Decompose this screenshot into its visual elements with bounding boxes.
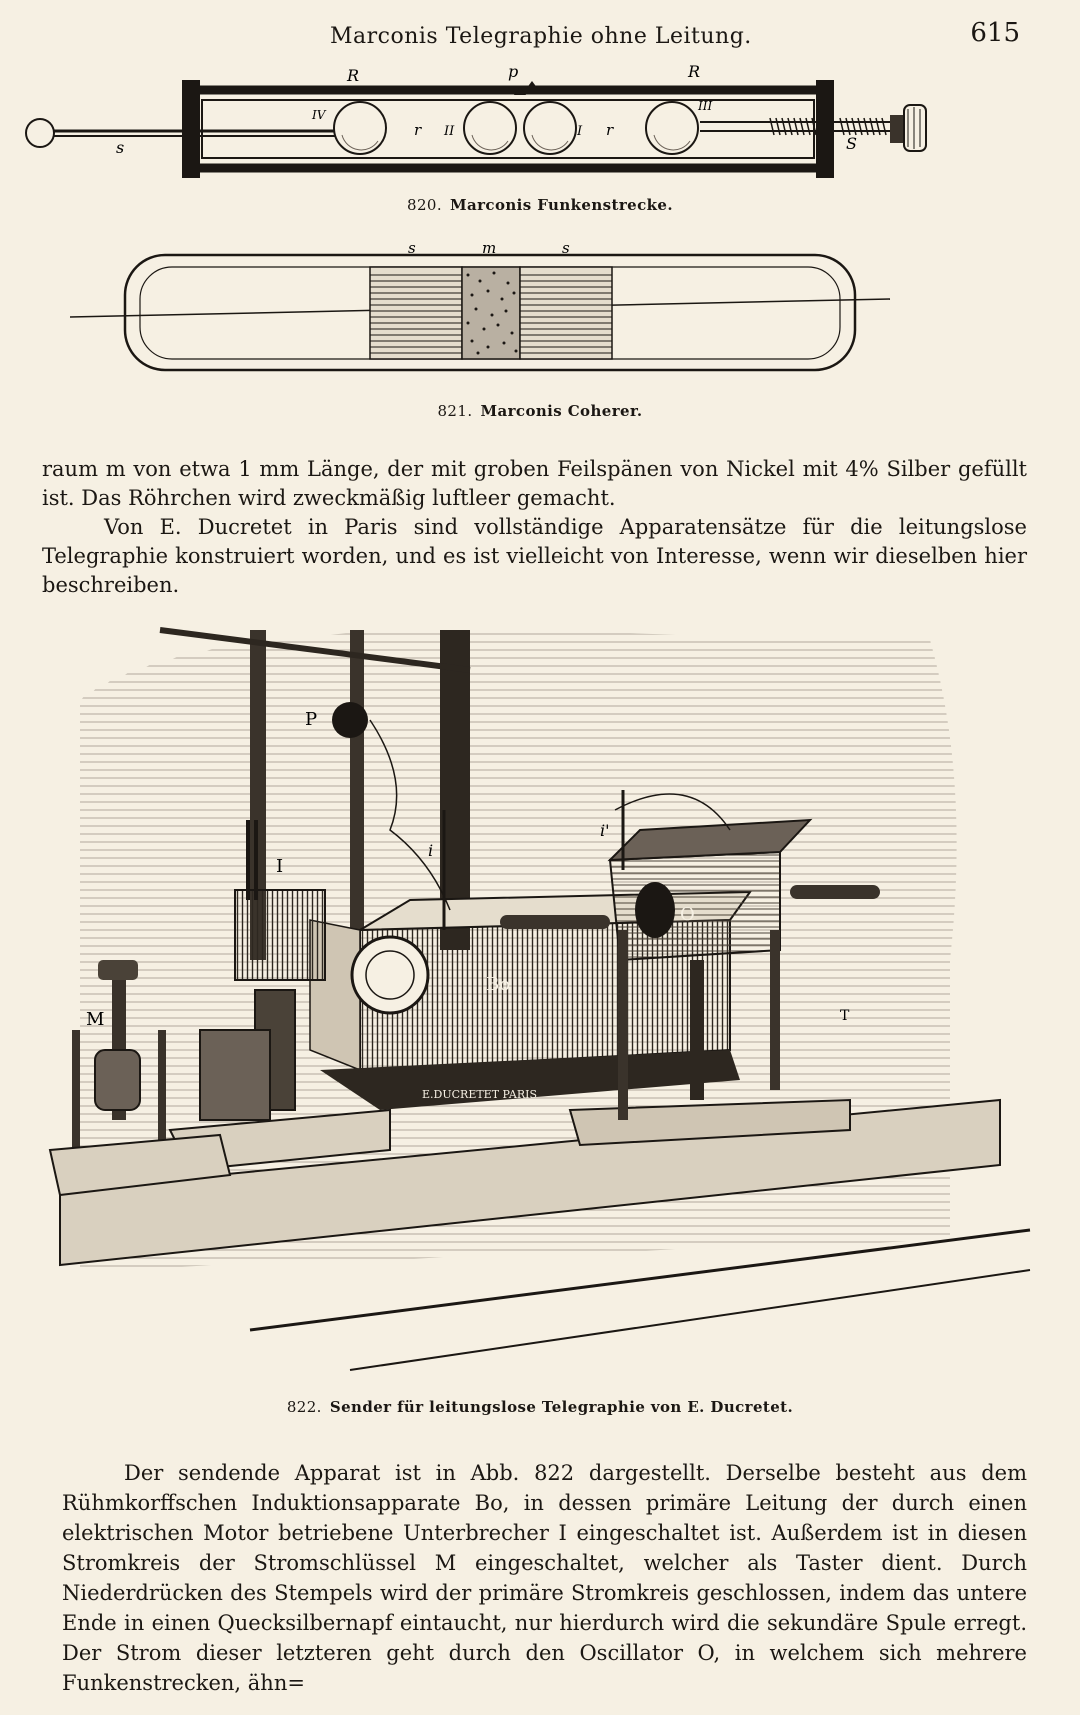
- label-P: P: [305, 709, 318, 730]
- label-II: II: [444, 124, 455, 139]
- page-number: 615: [970, 18, 1020, 48]
- label-S: S: [846, 134, 857, 153]
- label-T: T: [840, 1008, 850, 1024]
- figure-820-number: 820.: [407, 196, 442, 214]
- label-Bo: Bo: [486, 974, 511, 995]
- maker-plate: E.DUCRETET PARIS: [422, 1088, 538, 1101]
- figure-822-caption: [0, 1398, 1080, 1416]
- label-s: s: [116, 138, 125, 157]
- label-i: i: [428, 841, 434, 860]
- label-i-prime: i': [600, 821, 610, 840]
- running-head: [0, 18, 1080, 58]
- label-r-right: r: [606, 121, 614, 139]
- figure-821-title: Marconis Coherer.: [480, 402, 643, 420]
- label-r-left: r: [414, 121, 422, 139]
- figure-821-number: 821.: [437, 402, 473, 420]
- running-title: Marconis Telegraphie ohne Leitung.: [330, 24, 752, 49]
- figure-822-number: 822.: [286, 1398, 322, 1416]
- label-I: I: [577, 124, 583, 139]
- figure-821-caption: [0, 402, 1080, 420]
- coherer-illustration: [70, 239, 980, 415]
- body-text-lower: [62, 1458, 1027, 1698]
- label-I: I: [276, 856, 284, 877]
- figure-821-coherer: [70, 239, 980, 415]
- label-R-left: R: [347, 66, 360, 85]
- sender-engraving: [50, 630, 1040, 1385]
- label-III: III: [698, 99, 713, 113]
- label-M: M: [86, 1009, 105, 1030]
- figure-822-title: Sender für leitungslose Telegraphie von E. Ducretet.: [329, 1398, 794, 1416]
- label-s-left: s: [408, 239, 416, 257]
- figure-820-caption: [0, 196, 1080, 214]
- figure-820-title: Marconis Funkenstrecke.: [450, 196, 673, 214]
- label-R-right: R: [688, 62, 701, 81]
- label-p: p: [508, 62, 519, 81]
- paragraph-sender: Der sendende Apparat ist in Abb. 822 dargestellt. Derselbe besteht aus dem Rühmkorffschen Induktionsapparate Bo, in dessen primäre Leitung der durch einen elektrischen Motor betriebene Unterbrecher I eingeschaltet ist. Außerdem ist in diesen Stromkreis der Stromschlüssel M eingeschaltet, welcher als Taster dient. Durch Niederdrücken des Stempels wird der primäre Stromkreis geschlossen, indem das untere Ende in einen Quecksilbernapf eintaucht, nur hierdurch wird die sekundäre Spule erregt. Der Strom dieser letzteren geht durch den Oscillator O, in welchem sich mehrere Funkenstrecken, ähn=: [62, 1461, 1027, 1695]
- label-m: m: [482, 239, 497, 257]
- label-O: O: [680, 904, 695, 925]
- label-s-right: s: [562, 239, 570, 257]
- paragraph-continuation: raum m von etwa 1 mm Länge, der mit groben Feilspänen von Nickel mit 4% Silber gefüllt ist. Das Röhrchen wird zweckmäßig luftleer gemacht.: [42, 457, 1027, 510]
- label-IV: IV: [312, 108, 326, 122]
- paragraph-ducretet: Von E. Ducretet in Paris sind vollständige Apparatensätze für die leitungslose Telegraphie konstruiert worden, und es ist vielleicht von Interesse, wenn wir dieselben hier beschreiben.: [42, 515, 1027, 597]
- spark-gap-illustration: [20, 62, 1010, 215]
- body-text-upper: [42, 455, 1027, 600]
- figure-820-spark-gap: [20, 62, 1010, 215]
- figure-822-sender-apparatus: [50, 630, 1040, 1385]
